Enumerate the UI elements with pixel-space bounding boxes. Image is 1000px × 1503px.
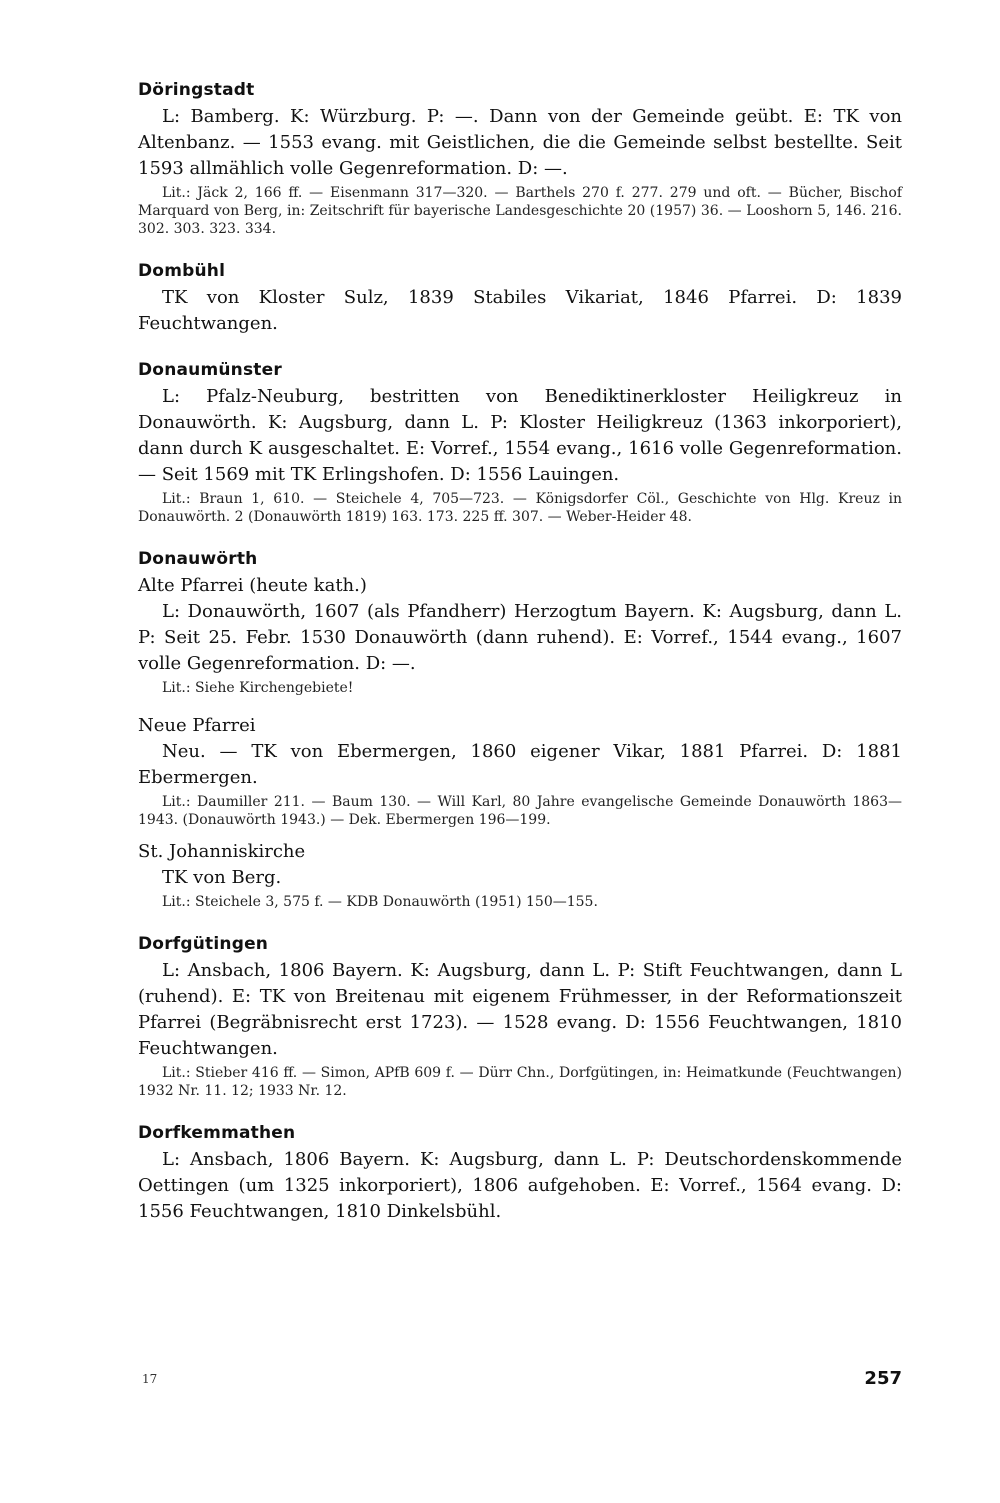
- literature-note: Lit.: Stieber 416 ff. — Simon, APfB 609 f. — Dürr Chn., Dorfgütingen, in: Heimatkunde (Feuchtwangen) 1932 Nr. 11. 12; 1933 Nr. 12.: [138, 1065, 902, 1099]
- entry-paragraph: L: Ansbach, 1806 Bayern. K: Augsburg, dann L. P: Deutschordenskommende Oettingen (um 1325 inkorporiert), 1806 aufgehoben. E: Vorref., 1564 evang. D: 1556 Feuchtwangen, 1810 Dinkelsbühl.: [138, 1149, 902, 1222]
- entry-paragraph: TK von Kloster Sulz, 1839 Stabiles Vikariat, 1846 Pfarrei. D: 1839 Feuchtwangen.: [138, 287, 902, 334]
- entry-dorfkemmathen: [138, 1121, 902, 1225]
- page-body: [138, 78, 902, 1246]
- entry-heading: Döringstadt: [138, 80, 255, 100]
- entry-paragraph: L: Pfalz-Neuburg, bestritten von Benediktinerkloster Heiligkreuz in Donauwörth. K: Augsburg, dann L. P: Kloster Heiligkreuz (1363 inkorporiert), dann durch K ausgeschaltet. E: Vorref., 1554 evang., 1616 volle Gegenreformation. — Seit 1569 mit TK Erlingshofen. D: 1556 Lauingen.: [138, 386, 902, 485]
- literature-note: Lit.: Daumiller 211. — Baum 130. — Will Karl, 80 Jahre evangelische Gemeinde Donauwörth 1863—1943. (Donauwörth 1943.) — Dek. Ebermergen 196—199.: [138, 794, 902, 828]
- subsection-alte-pfarrei: [138, 573, 902, 697]
- subsection-neue-pfarrei: [138, 713, 902, 829]
- entry-donaumuenster: [138, 358, 902, 526]
- entry-heading: Donauwörth: [138, 549, 258, 569]
- entry-dorfguetingen: [138, 932, 902, 1100]
- entry-heading: Dorfkemmathen: [138, 1123, 296, 1143]
- entry-paragraph: Neu. — TK von Ebermergen, 1860 eigener Vikar, 1881 Pfarrei. D: 1881 Ebermergen.: [138, 741, 902, 788]
- literature-note: Lit.: Siehe Kirchengebiete!: [162, 680, 354, 696]
- entry-paragraph: L: Ansbach, 1806 Bayern. K: Augsburg, dann L. P: Stift Feuchtwangen, dann L (ruhend). E: TK von Breitenau mit eigenem Frühmesser, in der Reformationszeit Pfarrei (Begräbnisrecht erst 1723). — 1528 evang. D: 1556 Feuchtwangen, 1810 Feuchtwangen.: [138, 960, 902, 1059]
- page-number: 257: [864, 1368, 902, 1389]
- signature-mark: 17: [142, 1372, 158, 1386]
- subsection-johanniskirche: [138, 839, 902, 911]
- entry-paragraph: L: Bamberg. K: Würzburg. P: —. Dann von der Gemeinde geübt. E: TK von Altenbanz. — 1553 evang. mit Geistlichen, die die Gemeinde selbst bestellte. Seit 1593 allmählich volle Gegenreformation. D: —.: [138, 106, 902, 179]
- entry-paragraph: L: Donauwörth, 1607 (als Pfandherr) Herzogtum Bayern. K: Augsburg, dann L. P: Seit 25. Febr. 1530 Donauwörth (dann ruhend). E: Vorref., 1544 evang., 1607 volle Gegenreformation. D: —.: [138, 601, 902, 674]
- literature-note: Lit.: Braun 1, 610. — Steichele 4, 705—723. — Königsdorfer Cöl., Geschichte von Hlg. Kreuz in Donauwörth. 2 (Donauwörth 1819) 163. 173. 225 ff. 307. — Weber-Heider 48.: [138, 491, 902, 525]
- entry-heading: Dombühl: [138, 261, 226, 281]
- entry-heading: Dorfgütingen: [138, 934, 269, 954]
- literature-note: Lit.: Jäck 2, 166 ff. — Eisenmann 317—320. — Barthels 270 f. 277. 279 und oft. — Bücher, Bischof Marquard von Berg, in: Zeitschrift für bayerische Landesgeschichte 20 (1957) 36. — Looshorn 5, 146. 216. 302. 303. 323. 334.: [138, 185, 902, 237]
- literature-note: Lit.: Steichele 3, 575 f. — KDB Donauwörth (1951) 150—155.: [162, 894, 598, 910]
- page-footer: [138, 1368, 902, 1396]
- entry-dombuehl: [138, 259, 902, 337]
- subsection-title: St. Johanniskirche: [138, 841, 306, 862]
- subsection-title: Neue Pfarrei: [138, 715, 256, 736]
- entry-donauwoerth: [138, 547, 902, 911]
- entry-doeringstadt: [138, 78, 902, 238]
- entry-paragraph: TK von Berg.: [162, 867, 282, 888]
- subsection-title: Alte Pfarrei (heute kath.): [138, 575, 367, 596]
- entry-heading: Donaumünster: [138, 360, 282, 380]
